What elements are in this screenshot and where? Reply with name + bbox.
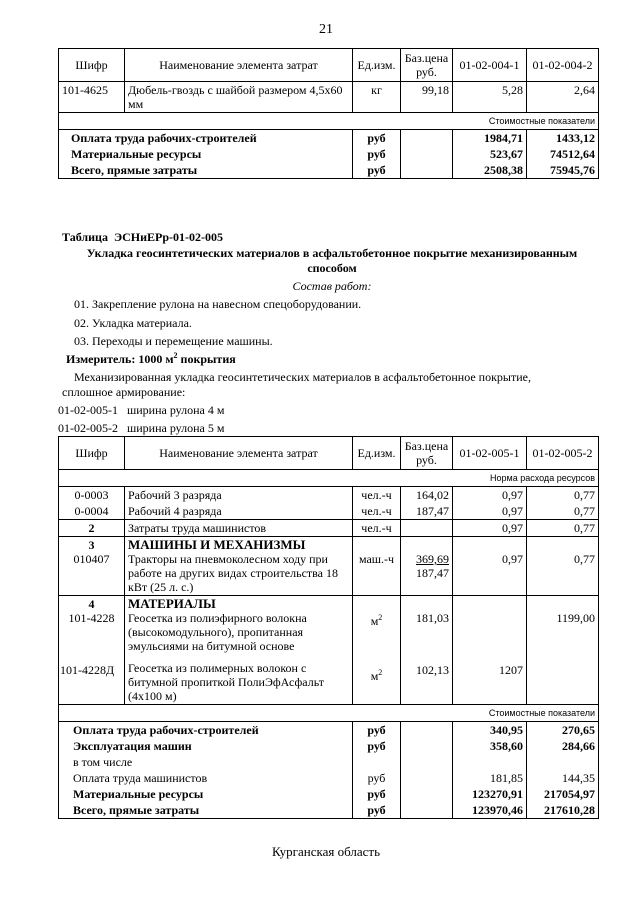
total-v2: 144,35 [527, 770, 599, 786]
total-v1: 123270,91 [453, 786, 527, 802]
col-header-unit: Ед.изм. [353, 437, 401, 470]
machines-group [59, 537, 599, 596]
total-row [59, 754, 599, 770]
row-v2: 0,77 [527, 520, 599, 537]
materials-group [59, 596, 599, 705]
total-unit: руб [353, 162, 401, 179]
total-v2: 217054,97 [527, 786, 599, 802]
norms-subheader: Норма расхода ресурсов [59, 470, 599, 487]
total-v2: 74512,64 [527, 146, 599, 162]
col-header-v2: 01-02-004-2 [527, 49, 599, 82]
row-code: 2 [59, 520, 125, 537]
page-footer: Курганская область [271, 844, 381, 859]
row-unit: маш.-ч [358, 552, 395, 566]
row-name: Геосетка из полимерных волокон с битумной пропиткой ПолиЭфАсфальт (4х100 м) [128, 661, 324, 703]
row-name: Тракторы на пневмоколесном ходу при работе на других видах строительства 18 кВт (25 л. с.) [128, 552, 338, 594]
row-unit: чел.-ч [353, 520, 401, 537]
row-unit: чел.-ч [353, 487, 401, 504]
row-price [401, 520, 453, 537]
total-v1: 2508,38 [453, 162, 527, 179]
total-row [59, 738, 599, 754]
row-price: 187,47 [401, 503, 453, 520]
row-v1: 1207 [499, 663, 523, 677]
total-label: Оплата труда машинистов [59, 770, 353, 786]
col-header-code: Шифр [59, 437, 125, 470]
variant-item: 01-02-005-2 ширина рулона 5 м [58, 421, 225, 435]
total-label: Оплата труда рабочих-строителей [59, 130, 353, 147]
col-header-unit: Ед.изм. [353, 49, 401, 82]
group-title: МАТЕРИАЛЫ [128, 596, 216, 611]
row-price: 164,02 [401, 487, 453, 504]
total-row [59, 146, 599, 162]
row-code: 0-0003 [59, 487, 125, 504]
total-row [59, 130, 599, 147]
row-price-alt: 187,47 [416, 566, 449, 580]
table-title: Таблица ЭСНиЕРр-01-02-005 [62, 230, 224, 244]
cost-subheader: Стоимостные показатели [59, 113, 599, 130]
table-row [59, 503, 599, 520]
meter-label: Измеритель: 1000 $м^2$ покрытия [66, 351, 236, 366]
row-v2: 0,77 [574, 552, 595, 566]
total-v2: 270,65 [527, 722, 599, 739]
total-label: Эксплуатация машин [59, 738, 353, 754]
row-code: 101-4625 [59, 82, 125, 113]
col-header-price: Баз.цена руб. [401, 437, 453, 470]
row-name: Рабочий 3 разряда [125, 487, 353, 504]
total-row [59, 802, 599, 819]
total-label: Всего, прямые затраты [59, 162, 353, 179]
table-row [59, 520, 599, 537]
total-row [59, 786, 599, 802]
col-header-code: Шифр [59, 49, 125, 82]
total-unit: руб [353, 722, 401, 739]
row-v2: 0,77 [527, 503, 599, 520]
col-header-v1: 01-02-005-1 [453, 437, 527, 470]
page-number: 21 [319, 22, 333, 37]
step-item: 03. Переходы и перемещение машины. [74, 334, 273, 348]
total-v1: 1984,71 [453, 130, 527, 147]
total-unit: руб [353, 130, 401, 147]
total-row [59, 722, 599, 739]
row-name: Затраты труда машинистов [125, 520, 353, 537]
total-unit: руб [353, 738, 401, 754]
row-unit: чел.-ч [353, 503, 401, 520]
composition-title: Состав работ: [292, 279, 372, 293]
total-row [59, 770, 599, 786]
row-v1: 0,97 [502, 552, 523, 566]
row-price: 181,03 [416, 611, 449, 625]
table-row [59, 82, 599, 113]
row-unit: $м^2$ [370, 668, 383, 683]
table-row [59, 487, 599, 504]
col-header-price: Баз.цена руб. [401, 49, 453, 82]
total-v2: 217610,28 [527, 802, 599, 819]
total-unit: руб [353, 802, 401, 819]
cost-subheader: Стоимостные показатели [59, 705, 599, 722]
total-unit: руб [353, 786, 401, 802]
row-name: Дюбель-гвоздь с шайбой размером 4,5х60 мм [125, 82, 353, 113]
total-unit: руб [353, 770, 401, 786]
step-item: 02. Укладка материала. [74, 316, 192, 330]
total-v2: 284,66 [527, 738, 599, 754]
group-number: 4 [88, 597, 95, 611]
group-title: МАШИНЫ И МЕХАНИЗМЫ [128, 537, 306, 552]
row-code: 101-4228 [68, 611, 115, 625]
top-cost-table [58, 48, 599, 179]
row-price: 99,18 [401, 82, 453, 113]
col-header-name: Наименование элемента затрат [125, 49, 353, 82]
step-item: 01. Закрепление рулона на навесном спецоборудовании. [74, 297, 362, 311]
row-code: 010407 [73, 552, 110, 566]
description: Механизированная укладка геосинтетических материалов в асфальтобетонное покрытие, сплошное армирование: [62, 370, 531, 399]
row-v2: 1199,00 [556, 611, 595, 625]
row-price: 102,13 [416, 663, 449, 677]
row-name: Геосетка из полиэфирного волокна (высокомодульного), пропитанная эмульсиями на битумной основе [128, 611, 307, 653]
row-code: 101-4228Д [60, 663, 115, 677]
main-resource-table [58, 436, 599, 819]
col-header-name: Наименование элемента затрат [125, 437, 353, 470]
section-heading: Укладка геосинтетических материалов в асфальтобетонное покрытие механизированным способом [86, 246, 578, 275]
row-v1: 5,28 [453, 82, 527, 113]
total-label: в том числе [59, 754, 353, 770]
total-v1: 358,60 [453, 738, 527, 754]
row-v1: 0,97 [453, 520, 527, 537]
row-v2: 0,77 [527, 487, 599, 504]
col-header-v1: 01-02-004-1 [453, 49, 527, 82]
total-unit: руб [353, 146, 401, 162]
row-code: 0-0004 [59, 503, 125, 520]
total-label: Оплата труда рабочих-строителей [59, 722, 353, 739]
row-unit: $м^2$ [370, 613, 383, 628]
row-unit: кг [353, 82, 401, 113]
total-label: Материальные ресурсы [59, 786, 353, 802]
total-row [59, 162, 599, 179]
total-v2: 75945,76 [527, 162, 599, 179]
total-v1: 523,67 [453, 146, 527, 162]
total-v1: 181,85 [453, 770, 527, 786]
row-v1: 0,97 [453, 503, 527, 520]
row-name: Рабочий 4 разряда [125, 503, 353, 520]
total-v1: 340,95 [453, 722, 527, 739]
col-header-v2: 01-02-005-2 [527, 437, 599, 470]
total-label: Всего, прямые затраты [59, 802, 353, 819]
total-v2: 1433,12 [527, 130, 599, 147]
row-v1: 0,97 [453, 487, 527, 504]
total-label: Материальные ресурсы [59, 146, 353, 162]
group-number: 3 [88, 538, 95, 552]
row-price: 369,69 [416, 552, 449, 566]
total-v1: 123970,46 [453, 802, 527, 819]
row-v2: 2,64 [527, 82, 599, 113]
variant-item: 01-02-005-1 ширина рулона 4 м [58, 403, 225, 417]
